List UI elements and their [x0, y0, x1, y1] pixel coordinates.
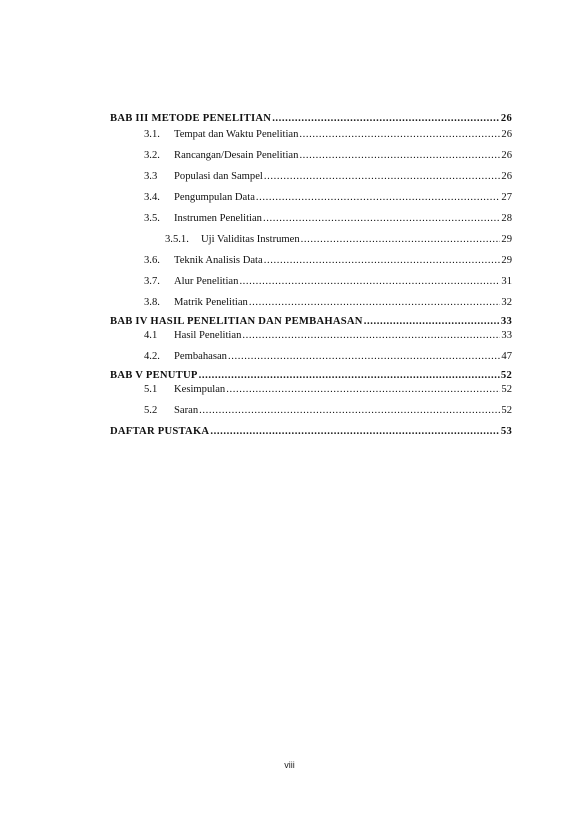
toc-entry-number: 4.2.: [144, 351, 160, 362]
toc-leader-dots: [239, 275, 500, 288]
toc-entry-title: Teknik Analisis Data: [174, 255, 263, 266]
toc-entry-page: 26: [501, 129, 512, 140]
toc-entry-number: 4.1: [144, 330, 158, 341]
toc-entry[interactable]: [110, 350, 512, 363]
toc-entry-title: Instrumen Penelitian: [174, 213, 262, 224]
toc-entry-page: 29: [501, 234, 512, 245]
table-of-contents: [110, 112, 512, 438]
toc-entry-title: DAFTAR PUSTAKA: [110, 426, 210, 437]
toc-entry-page: 28: [501, 213, 512, 224]
toc-entry[interactable]: [110, 329, 512, 342]
toc-entry-number: 3.5.: [144, 213, 160, 224]
toc-entry-number: 3.4.: [144, 192, 160, 203]
toc-entry-number: 5.2: [144, 405, 158, 416]
toc-entry-page: 29: [501, 255, 512, 266]
toc-leader-dots: [301, 233, 501, 246]
toc-entry-page: 47: [501, 351, 512, 362]
toc-entry-title: BAB IV HASIL PENELITIAN DAN PEMBAHASAN: [110, 316, 363, 327]
toc-leader-dots: [299, 128, 500, 141]
toc-entry-title: Alur Penelitian: [174, 276, 239, 287]
toc-entry-page: 52: [500, 370, 512, 381]
toc-entry[interactable]: [110, 383, 512, 396]
toc-leader-dots: [210, 425, 500, 438]
toc-entry-title: Matrik Penelitian: [174, 297, 248, 308]
toc-entry[interactable]: [110, 170, 512, 183]
toc-entry-title: Rancangan/Desain Penelitian: [174, 150, 299, 161]
toc-entry-page: 27: [501, 192, 512, 203]
toc-entry[interactable]: [110, 296, 512, 309]
toc-entry-title: Uji Validitas Instrumen: [201, 234, 300, 245]
toc-entry-title: Pembahasan: [174, 351, 227, 362]
toc-leader-dots: [263, 212, 500, 225]
toc-entry-title: Saran: [174, 405, 199, 416]
toc-entry-number: 3.5.1.: [165, 234, 189, 245]
toc-leader-dots: [272, 112, 500, 125]
toc-leader-dots: [256, 191, 500, 204]
toc-leader-dots: [199, 369, 500, 382]
toc-entry-number: 3.2.: [144, 150, 160, 161]
toc-entry[interactable]: [110, 212, 512, 225]
toc-entry-number: 3.8.: [144, 297, 160, 308]
toc-entry-number: 3.6.: [144, 255, 160, 266]
toc-entry[interactable]: [110, 369, 512, 382]
toc-entry-title: Pengumpulan Data: [174, 192, 255, 203]
toc-entry-page: 26: [500, 113, 512, 124]
toc-entry[interactable]: [110, 128, 512, 141]
toc-entry[interactable]: [110, 112, 512, 125]
toc-entry-title: Tempat dan Waktu Penelitian: [174, 129, 299, 140]
toc-leader-dots: [264, 254, 501, 267]
toc-entry-page: 52: [501, 405, 512, 416]
toc-entry-title: BAB III METODE PENELITIAN: [110, 113, 272, 124]
toc-entry[interactable]: [110, 191, 512, 204]
toc-leader-dots: [228, 350, 500, 363]
toc-leader-dots: [242, 329, 500, 342]
toc-entry-number: 3.7.: [144, 276, 160, 287]
toc-entry-page: 33: [501, 330, 512, 341]
toc-entry-page: 32: [501, 297, 512, 308]
toc-entry-title: BAB V PENUTUP: [110, 370, 198, 381]
toc-entry-page: 33: [500, 316, 512, 327]
toc-entry[interactable]: [110, 149, 512, 162]
toc-leader-dots: [364, 315, 500, 328]
toc-leader-dots: [264, 170, 501, 183]
toc-leader-dots: [249, 296, 501, 309]
toc-entry-page: 31: [501, 276, 512, 287]
toc-entry-title: Hasil Penelitian: [174, 330, 242, 341]
toc-entry[interactable]: [110, 275, 512, 288]
toc-entry-page: 53: [500, 426, 512, 437]
toc-entry-number: 3.3: [144, 171, 158, 182]
toc-entry-page: 26: [501, 171, 512, 182]
toc-entry-page: 26: [501, 150, 512, 161]
toc-entry[interactable]: [110, 404, 512, 417]
toc-entry[interactable]: [110, 315, 512, 328]
toc-entry[interactable]: [110, 425, 512, 438]
toc-leader-dots: [226, 383, 500, 396]
toc-entry-title: Populasi dan Sampel: [174, 171, 263, 182]
toc-entry-title: Kesimpulan: [174, 384, 226, 395]
toc-leader-dots: [199, 404, 500, 417]
toc-entry-number: 3.1.: [144, 129, 160, 140]
toc-entry-page: 52: [501, 384, 512, 395]
page-number: viii: [284, 760, 295, 770]
toc-entry[interactable]: [110, 254, 512, 267]
toc-entry[interactable]: [110, 233, 512, 246]
toc-entry-number: 5.1: [144, 384, 158, 395]
toc-leader-dots: [299, 149, 500, 162]
